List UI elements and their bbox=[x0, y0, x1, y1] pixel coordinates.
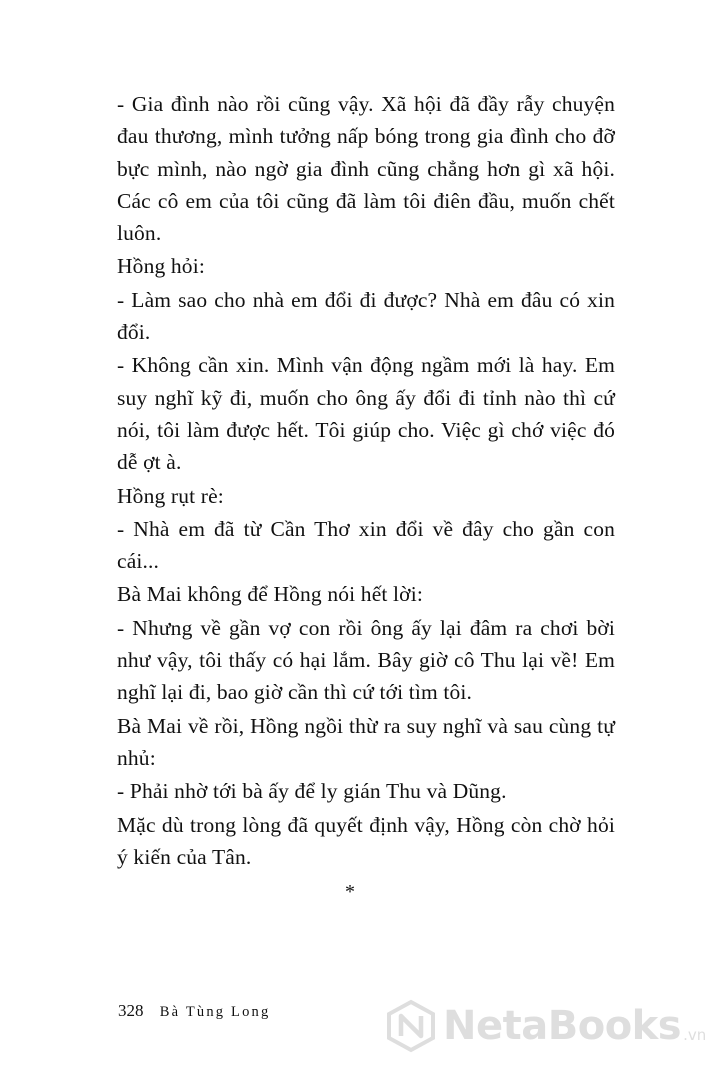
paragraph-4: - Không cần xin. Mình vận động ngầm mới là hay. Em suy nghĩ kỹ đi, muốn cho ông ấy đổi đi tỉnh nào thì cứ nói, tôi làm được hết. Tôi giúp cho. Việc gì chớ việc đó dễ ợt à. bbox=[117, 353, 615, 475]
paragraph-2: Hồng hỏi: bbox=[117, 254, 205, 279]
paragraph-5: Hồng rụt rè: bbox=[117, 483, 224, 508]
paragraph-1: - Gia đình nào rồi cũng vậy. Xã hội đã đầy rẫy chuyện đau thương, mình tưởng nấp bóng trong gia đình cho đỡ bực mình, nào ngờ gia đình cũng chẳng hơn gì xã hội. Các cô em của tôi cũng đã làm tôi điên đầu, muốn chết luôn. bbox=[117, 92, 615, 246]
paragraph-10: - Phải nhờ tới bà ấy để ly gián Thu và Dũng. bbox=[117, 779, 507, 804]
paragraph-3: - Làm sao cho nhà em đổi đi được? Nhà em đâu có xin đổi. bbox=[117, 287, 615, 345]
watermark-brand: NetaBooks bbox=[443, 1003, 682, 1049]
watermark bbox=[385, 996, 706, 1056]
running-author: Bà Tùng Long bbox=[159, 1004, 271, 1020]
page-footer bbox=[118, 1000, 270, 1023]
watermark-suffix: .vn bbox=[683, 1026, 706, 1044]
paragraph-7: Bà Mai không để Hồng nói hết lời: bbox=[117, 582, 423, 607]
section-separator: * bbox=[345, 881, 355, 903]
page-number: 328 bbox=[118, 1001, 144, 1020]
paragraph-11: Mặc dù trong lòng đã quyết định vậy, Hồng còn chờ hỏi ý kiến của Tân. bbox=[117, 812, 615, 869]
paragraph-8: - Nhưng về gần vợ con rồi ông ấy lại đâm ra chơi bời như vậy, tôi thấy có hại lắm. Bây giờ cô Thu lại về! Em nghĩ lại đi, bao giờ cần thì cứ tới tìm tôi. bbox=[117, 615, 615, 705]
netabooks-logo-icon bbox=[385, 1000, 437, 1052]
page-body bbox=[117, 88, 615, 873]
paragraph-9: Bà Mai về rồi, Hồng ngồi thừ ra suy nghĩ và sau cùng tự nhủ: bbox=[117, 713, 615, 770]
paragraph-6: - Nhà em đã từ Cần Thơ xin đổi về đây cho gần con cái... bbox=[117, 516, 615, 574]
